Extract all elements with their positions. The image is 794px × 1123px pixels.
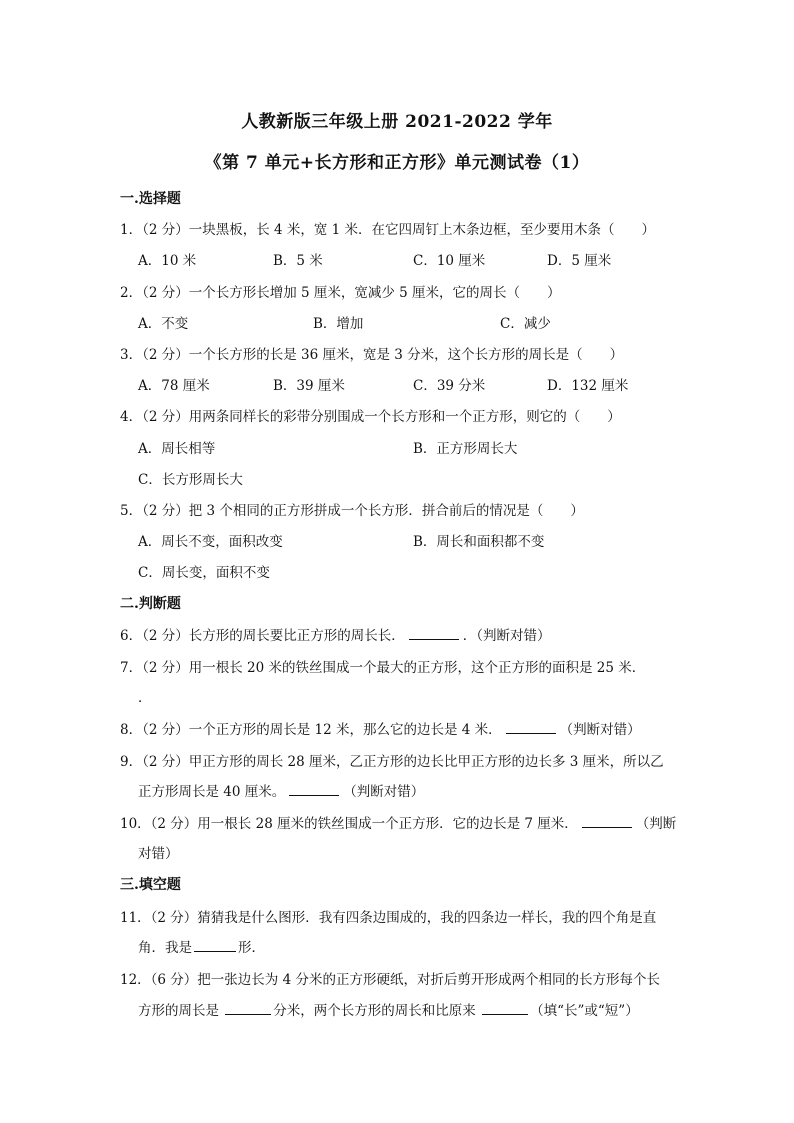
q10-suffix: （判断 (635, 816, 677, 832)
question-8 (120, 718, 641, 738)
q1-option-d: D．5 厘米 (547, 253, 612, 269)
q3-option-a: A．78 厘米 (138, 378, 210, 394)
question-3: 3．（2 分）一个长方形的长是 36 厘米，宽是 3 分米，这个长方形的周长是（ ） (120, 347, 624, 363)
question-9-cont (138, 780, 424, 800)
question-12: 12．（6 分）把一张边长为 4 分米的正方形硬纸，对折后剪开形成两个相同的长方形每个长 (120, 972, 660, 988)
q3-option-c: C．39 分米 (413, 378, 486, 394)
section-choice-heading: 一.选择题 (120, 191, 181, 207)
q9-answer-blank[interactable] (289, 794, 339, 796)
q12-suffix: （填“长”或“短”） (530, 1003, 639, 1019)
q1-option-c: C．10 厘米 (413, 253, 486, 269)
question-4: 4．（2 分）用两条同样长的彩带分别围成一个长方形和一个正方形，则它的（ ） (120, 409, 621, 425)
q4-option-c: C．长方形周长大 (138, 472, 243, 488)
question-2: 2．（2 分）一个长方形长增加 5 厘米，宽减少 5 厘米，它的周长（ ） (120, 285, 561, 301)
q12-answer-blank-2[interactable] (482, 1013, 528, 1015)
q9-suffix: （判断对错） (343, 784, 425, 800)
q2-option-c: C．减少 (500, 316, 551, 332)
question-6 (120, 624, 550, 644)
q5-option-b: B．周长和面积都不变 (413, 534, 545, 550)
q12-text-mid: 分米，两个长方形的周长和比原来 (273, 1003, 481, 1019)
page-title: 人教新版三年级上册 2021-2022 学年 (241, 112, 553, 132)
q5-option-c: C．周长变，面积不变 (138, 565, 270, 581)
q8-suffix: （判断对错） (559, 722, 641, 738)
question-9: 9．（2 分）甲正方形的周长 28 厘米，乙正方形的边长比甲正方形的边长多 3 厘米，所以乙 (120, 754, 664, 770)
q4-option-b: B．正方形周长大 (413, 441, 518, 457)
section-judge-heading: 二.判断题 (120, 596, 181, 612)
q12-text-cont: 方形的周长是 (138, 1003, 224, 1019)
q1-option-b: B．5 米 (273, 253, 323, 269)
q1-option-a: A．10 米 (138, 253, 197, 269)
question-1: 1．（2 分）一块黑板，长 4 米，宽 1 米．在它四周钉上木条边框，至少要用木条（ ） (120, 222, 656, 238)
q2-option-a: A．不变 (138, 316, 189, 332)
question-11: 11．（2 分）猜猜我是什么图形．我有四条边围成的，我的四条边一样长，我的四个角是直 (120, 910, 657, 926)
q12-answer-blank-1[interactable] (225, 1013, 271, 1015)
question-7: 7．（2 分）用一根长 20 米的铁丝围成一个最大的正方形，这个正方形的面积是 25 米． (120, 660, 646, 676)
question-7-cont: ． (138, 690, 152, 706)
q11-suffix: 形． (238, 940, 265, 956)
q6-suffix: ．（判断对错） (462, 628, 551, 644)
q11-answer-blank[interactable] (194, 950, 236, 952)
question-5: 5．（2 分）把 3 个相同的正方形拼成一个长方形．拼合前后的情况是（ ） (120, 503, 584, 519)
question-12-cont (138, 999, 639, 1019)
q2-option-b: B．增加 (313, 316, 364, 332)
q6-text: 6．（2 分）长方形的周长要比正方形的周长长． (120, 628, 405, 644)
q6-answer-blank[interactable] (409, 638, 459, 640)
q3-option-d: D．132 厘米 (547, 378, 629, 394)
q10-answer-blank[interactable] (582, 826, 632, 828)
page-subtitle: 《第 7 单元+长方形和正方形》单元测试卷（1） (204, 153, 590, 173)
q10-text: 10．（2 分）用一根长 28 厘米的铁丝围成一个正方形．它的边长是 7 厘米． (120, 816, 578, 832)
q4-option-a: A．周长相等 (138, 441, 216, 457)
question-10 (120, 812, 676, 832)
q11-text-cont: 角．我是 (138, 940, 192, 956)
question-10-cont: 对错） (138, 846, 179, 862)
q8-answer-blank[interactable] (506, 732, 556, 734)
question-11-cont (138, 936, 265, 956)
q5-option-a: A．周长不变，面积改变 (138, 534, 283, 550)
q3-option-b: B．39 厘米 (273, 378, 345, 394)
q9-text-cont: 正方形周长是 40 厘米。 (138, 784, 286, 800)
q8-text: 8．（2 分）一个正方形的周长是 12 米，那么它的边长是 4 米． (120, 722, 502, 738)
section-fill-heading: 三.填空题 (120, 877, 181, 893)
